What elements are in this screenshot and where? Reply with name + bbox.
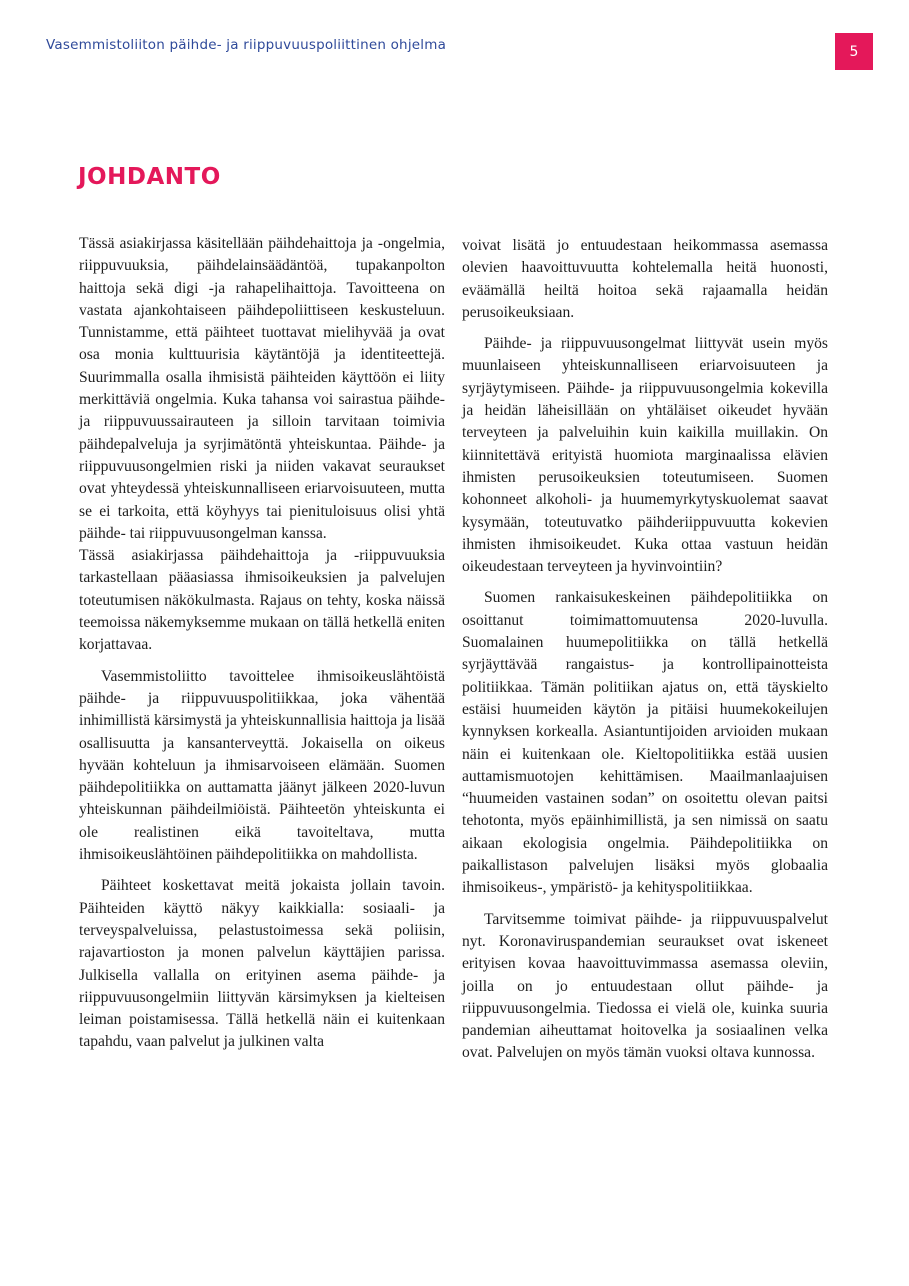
paragraph: Tässä asiakirjassa käsitellään päihdehaittoja ja -ongelmia, riippuvuuksia, päihdelainsäädäntöä, tupakanpolton haittoja sekä digi -ja rahapelihaittoja. Tavoitteena on vastata ajankohtaiseen päihdepoliittiseen keskusteluun. Tunnistamme, että päihteet tuottavat mielihyvää ja ovat osa monia kulttuurisia käytäntöjä ja identiteettejä. Suurimmalla osalla ihmisistä päihteiden käyttöön ei liity merkittäviä ongelmia. Kuka tahansa voi sairastua päihde- ja riippuvuussairauteen ja silloin tarvitaan toimivia päihdepalveluja ja syrjimätöntä yhteiskuntaa. Päihde- ja riippuvuusongelmien riski ja niiden vakavat seuraukset ovat yhteydessä yhteiskunnalliseen eriarvoisuuteen, mutta se ei tarkoita, että köyhyys tai pienituloisuus olisi yhtä päihde- tai riippuvuusongelman kanssa. xyxy=(79,235,445,542)
paragraph: Päihteet koskettavat meitä jokaista jollain tavoin. Päihteiden käyttö näkyy kaikkialla: sosiaali- ja terveyspalveluissa, pelastustoimessa sekä poliisin, rajavartioston ja monen palvelun käyttäjien parissa. Julkisella vallalla on erityinen asema päihde- ja riippuvuusongelmiin liittyvän kärsimyksen ja kielteisen leiman poistamisessa. Tällä hetkellä näin ei kuitenkaan tapahdu, vaan palvelut ja julkinen valta xyxy=(79,877,445,1051)
text-column-left xyxy=(79,233,445,1054)
page-number-badge: 5 xyxy=(835,33,873,70)
paragraph: voivat lisätä jo entuudestaan heikommassa asemassa olevien haavoittuvuutta kohtelemalla heitä huonosti, eväämällä heiltä hoitoa sekä rajaamalla heidän perusoikeuksiaan. xyxy=(462,237,828,321)
paragraph: Tässä asiakirjassa päihdehaittoja ja -riippuvuuksia tarkastellaan pääasiassa ihmisoikeuksien ja palvelujen toteutumisen näkökulmasta. Rajaus on tehty, koska näissä teemoissa näkemyksemme mukaan on tällä hetkellä eniten korjattavaa. xyxy=(79,547,445,654)
paragraph: Päihde- ja riippuvuusongelmat liittyvät usein myös muunlaiseen yhteiskunnalliseen eriarvoisuuteen ja syrjäytymiseen. Päihde- ja riippuvuusongelmia kokevilla ja heidän läheisillään on yhtäläiset oikeudet hyvään terveyteen ja palveluihin kuin kaikilla muillakin. On kiinnitettävä erityistä huomiota marginaalissa elävien ihmisten perusoikeuksien toteutumiseen. Suomen kohonneet alkoholi- ja huumemyrkytyskuolemat saavat kysymään, toteutuvatko päihderiippuvuutta kokevien ihmisten ihmisoikeudet. Kuka ottaa vastuun heidän oikeudestaan terveyteen ja hyvinvointiin? xyxy=(462,335,828,576)
section-heading: JOHDANTO xyxy=(78,164,221,190)
paragraph: Vasemmistoliitto tavoittelee ihmisoikeuslähtöistä päihde- ja riippuvuuspolitiikkaa, joka vähentää inhimillistä kärsimystä ja yhteiskunnallisia haittoja ja lisää osallisuutta ja kansanterveyttä. Jokaisella on oikeus hyvään kohteluun ja ihmisarvoiseen elämään. Suomen päihdepolitiikka on auttamatta jäänyt jälkeen 2020-luvun yhteiskunnan päihdeilmiöistä. Päihteetön yhteiskunta ei ole realistinen eikä tavoiteltava, mutta ihmisoikeuslähtöinen päihdepolitiikka on mahdollista. xyxy=(79,667,445,864)
document-header-title: Vasemmistoliiton päihde- ja riippuvuuspoliittinen ohjelma xyxy=(46,37,447,53)
text-column-right xyxy=(462,235,828,1065)
paragraph: Tarvitsemme toimivat päihde- ja riippuvuuspalvelut nyt. Koronaviruspandemian seuraukset ovat iskeneet erityisen kovaa haavoittuvimmassa asemassa oleviin, joilla on jo entuudestaan ollut päihde- ja riippuvuusongelmia. Tiedossa ei vielä ole, kuinka suuria pandemian aiheuttamat hoitovelka ja sosiaalinen velka ovat. Palvelujen on myös tämän vuoksi oltava kunnossa. xyxy=(462,910,828,1062)
paragraph: Suomen rankaisukeskeinen päihdepolitiikka on osoittanut toimimattomuutensa 2020-luvulla. Suomalainen huumepolitiikka on tällä hetkellä syrjäyttävää rangaistus- ja kontrollipainotteista politiikkaa. Tämän politiikan ajatus on, että täyskielto estäisi huumeiden käytön ja pitäisi huumekokeilujen kynnyksen korkealla. Asiantuntijoiden arvioiden mukaan näin ei kuitenkaan ole. Kieltopolitiikka estää uusien auttamismuotojen kehittämisen. Maailmanlaajuisen “huumeiden vastainen sodan” on osoitettu olevan paitsi tehotonta, myös epäinhimillistä, ja sen nimissä on saatu aikaan ekologisia ongelmia. Päihdepolitiikka on paikallistason palvelujen lisäksi myös globaalia ihmisoikeus-, ympäristö- ja kehityspolitiikkaa. xyxy=(462,589,828,897)
